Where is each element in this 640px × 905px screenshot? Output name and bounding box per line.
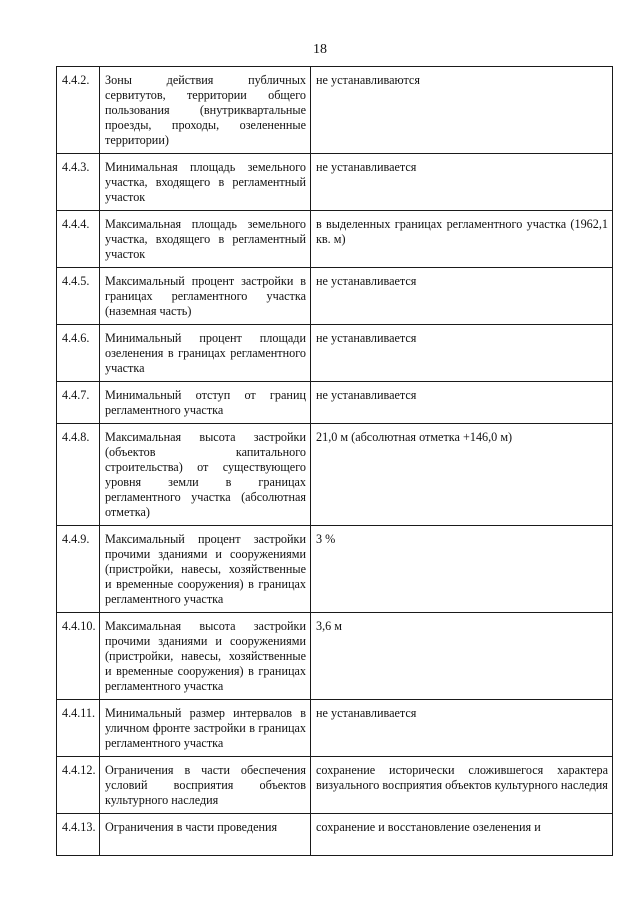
table-row [57,382,613,424]
row-number: 4.4.8. [57,424,100,526]
value-cell: не устанавливается [311,268,613,325]
value-cell: не устанавливается [311,154,613,211]
value-cell: 3 % [311,526,613,613]
table-row [57,757,613,814]
parameter-cell: Минимальная площадь земельного участка, входящего в регламентный участок [100,154,311,211]
table-row [57,211,613,268]
table-row [57,268,613,325]
parameter-cell: Максимальная высота застройки (объектов капитального строительства) от существующего уровня земли в границах регламентного участка (абсолютная отметка) [100,424,311,526]
table-row [57,700,613,757]
value-cell: сохранение исторически сложившегося характера визуального восприятия объектов культурного наследия [311,757,613,814]
row-number: 4.4.7. [57,382,100,424]
table-row [57,325,613,382]
parameter-cell: Ограничения в части обеспечения условий восприятия объектов культурного наследия [100,757,311,814]
parameter-cell: Максимальный процент застройки в границах регламентного участка (наземная часть) [100,268,311,325]
table-row [57,526,613,613]
row-number: 4.4.10. [57,613,100,700]
row-number: 4.4.11. [57,700,100,757]
parameter-cell: Ограничения в части проведения [100,814,311,856]
page-number: 18 [313,42,327,57]
row-number: 4.4.9. [57,526,100,613]
parameter-cell: Максимальный процент застройки прочими зданиями и сооружениями (пристройки, навесы, хозяйственные и временные сооружения) в границах регламентного участка [100,526,311,613]
table-row [57,154,613,211]
table-row [57,67,613,154]
parameter-cell: Зоны действия публичных сервитутов, территории общего пользования (внутриквартальные проезды, проходы, озелененные территории) [100,67,311,154]
row-number: 4.4.3. [57,154,100,211]
value-cell: не устанавливается [311,382,613,424]
table-row [57,613,613,700]
value-cell: сохранение и восстановление озеленения и [311,814,613,856]
row-number: 4.4.4. [57,211,100,268]
row-number: 4.4.13. [57,814,100,856]
parameter-cell: Максимальная высота застройки прочими зданиями и сооружениями (пристройки, навесы, хозяйственные и временные сооружения) в границах регламентного участка [100,613,311,700]
row-number: 4.4.2. [57,67,100,154]
parameter-cell: Минимальный размер интервалов в уличном фронте застройки в границах регламентного участка [100,700,311,757]
row-number: 4.4.5. [57,268,100,325]
value-cell: в выделенных границах регламентного участка (1962,1 кв. м) [311,211,613,268]
parameter-cell: Максимальная площадь земельного участка, входящего в регламентный участок [100,211,311,268]
value-cell: не устанавливается [311,700,613,757]
value-cell: не устанавливается [311,325,613,382]
table-row [57,424,613,526]
parameter-cell: Минимальный отступ от границ регламентного участка [100,382,311,424]
value-cell: 21,0 м (абсолютная отметка +146,0 м) [311,424,613,526]
value-cell: не устанавливаются [311,67,613,154]
value-cell: 3,6 м [311,613,613,700]
parameter-cell: Минимальный процент площади озеленения в границах регламентного участка [100,325,311,382]
row-number: 4.4.6. [57,325,100,382]
regulations-table [56,66,613,856]
table-row [57,814,613,856]
row-number: 4.4.12. [57,757,100,814]
